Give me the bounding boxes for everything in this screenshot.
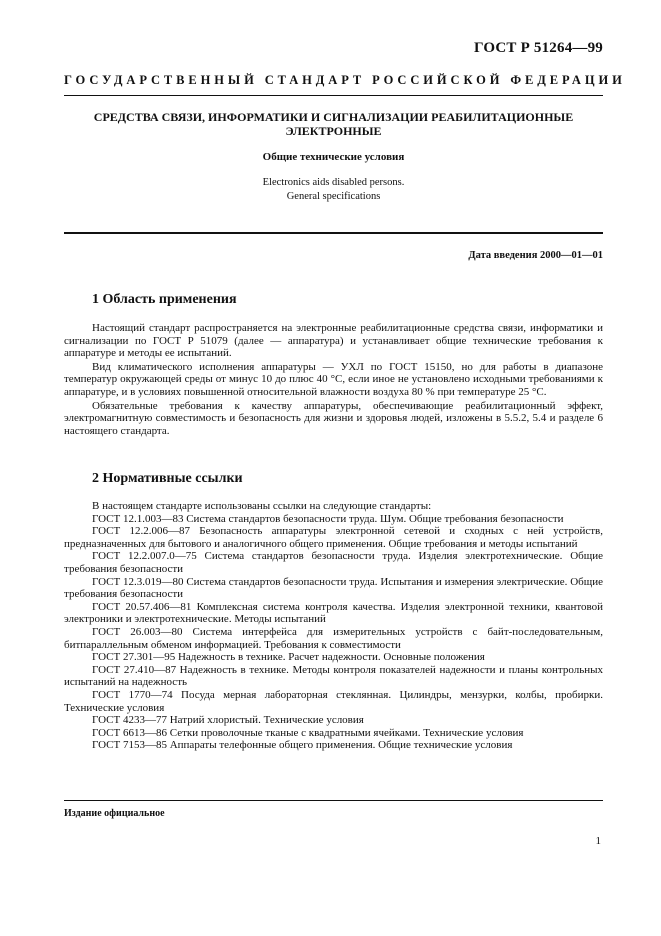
document-title-line2: ЭЛЕКТРОННЫЕ bbox=[285, 124, 382, 138]
document-title bbox=[64, 110, 603, 138]
section-2-intro: В настоящем стандарте использованы ссылки на следующие стандарты: bbox=[92, 500, 432, 512]
section-2-body bbox=[64, 500, 603, 752]
introduction-date: Дата введения 2000—01—01 bbox=[468, 250, 603, 261]
page-number: 1 bbox=[595, 835, 601, 847]
state-standard-title: ГОСУДАРСТВЕННЫЙ СТАНДАРТ РОССИЙСКОЙ ФЕДЕРАЦИИ bbox=[64, 73, 626, 87]
reference-item: ГОСТ 7153—85 Аппараты телефонные общего применения. Общие технические условия bbox=[92, 739, 513, 752]
footer-divider bbox=[64, 800, 603, 801]
standard-number: ГОСТ Р 51264—99 bbox=[473, 40, 603, 56]
reference-item: ГОСТ 12.2.007.0—75 Система стандартов безопасности труда. Изделия электротехнические. Общие требования безопасности bbox=[64, 550, 603, 575]
section-1-paragraph: Обязательные требования к качеству аппаратуры, обеспечивающие реабилитационный эффект, электромагнитную совместимость и безопасность для жизни и здоровья людей, изложены в 5.5.2, 5.4 и разделе 6 настоящего стандарта. bbox=[64, 399, 603, 437]
section-1-heading: 1 Область применения bbox=[92, 292, 237, 307]
middle-divider bbox=[64, 232, 603, 234]
reference-item: ГОСТ 27.301—95 Надежность в технике. Расчет надежности. Основные положения bbox=[92, 651, 485, 664]
section-2-heading: 2 Нормативные ссылки bbox=[92, 471, 243, 486]
reference-item: ГОСТ 12.3.019—80 Система стандартов безопасности труда. Испытания и измерения электрические. Общие требования безопасности bbox=[64, 575, 603, 601]
section-1-paragraph: Настоящий стандарт распространяется на электронные реабилитационные средства связи, информатики и сигнализации по ГОСТ Р 51079 (далее — аппаратура) и устанавливает общие технические требования к аппаратуре и методы ее испытаний. bbox=[64, 322, 603, 360]
english-title-line2: General specifications bbox=[286, 191, 381, 202]
english-title-line1: Electronics aids disabled persons. bbox=[262, 177, 405, 188]
document-title-line1: СРЕДСТВА СВЯЗИ, ИНФОРМАТИКИ И СИГНАЛИЗАЦИИ РЕАБИЛИТАЦИОННЫЕ bbox=[93, 110, 574, 124]
top-divider bbox=[64, 95, 603, 96]
english-title bbox=[64, 176, 603, 204]
reference-item: ГОСТ 20.57.406—81 Комплексная система контроля качества. Изделия электронной техники, квантовой электроники и электротехнические. Методы испытаний bbox=[64, 600, 603, 626]
reference-item: ГОСТ 4233—77 Натрий хлористый. Технические условия bbox=[92, 714, 364, 727]
edition-label: Издание официальное bbox=[64, 808, 165, 819]
reference-item: ГОСТ 6613—86 Сетки проволочные тканые с квадратными ячейками. Технические условия bbox=[92, 726, 524, 739]
document-subtitle: Общие технические условия bbox=[262, 151, 405, 163]
reference-item: ГОСТ 12.2.006—87 Безопасность аппаратуры электронной сетевой и сходных с ней устройств, предназначенных для бытового и аналогичного общего применения. Общие требования и методы испытаний bbox=[64, 525, 603, 550]
reference-item: ГОСТ 12.1.003—83 Система стандартов безопасности труда. Шум. Общие требования безопасности bbox=[92, 512, 564, 525]
reference-item: ГОСТ 1770—74 Посуда мерная лабораторная стеклянная. Цилиндры, мензурки, колбы, пробирки. Технические условия bbox=[64, 688, 603, 714]
reference-item: ГОСТ 27.410—87 Надежность в технике. Методы контроля показателей надежности и планы контрольных испытаний на надежность bbox=[64, 663, 603, 689]
section-1-paragraph: Вид климатического исполнения аппаратуры — УХЛ по ГОСТ 15150, но для работы в диапазоне температур окружающей среды от минус 10 до плюс 40 °С, если иное не установлено исходными требованиями к аппаратуре, и в условиях повышенной относительной влажности воздуха 80 % при температуре 25 °С. bbox=[64, 360, 603, 398]
section-1-body bbox=[64, 322, 603, 437]
reference-item: ГОСТ 26.003—80 Система интерфейса для измерительных устройств с байт-последовательным, битпараллельным обменом информацией. Требования к совместимости bbox=[64, 625, 603, 651]
